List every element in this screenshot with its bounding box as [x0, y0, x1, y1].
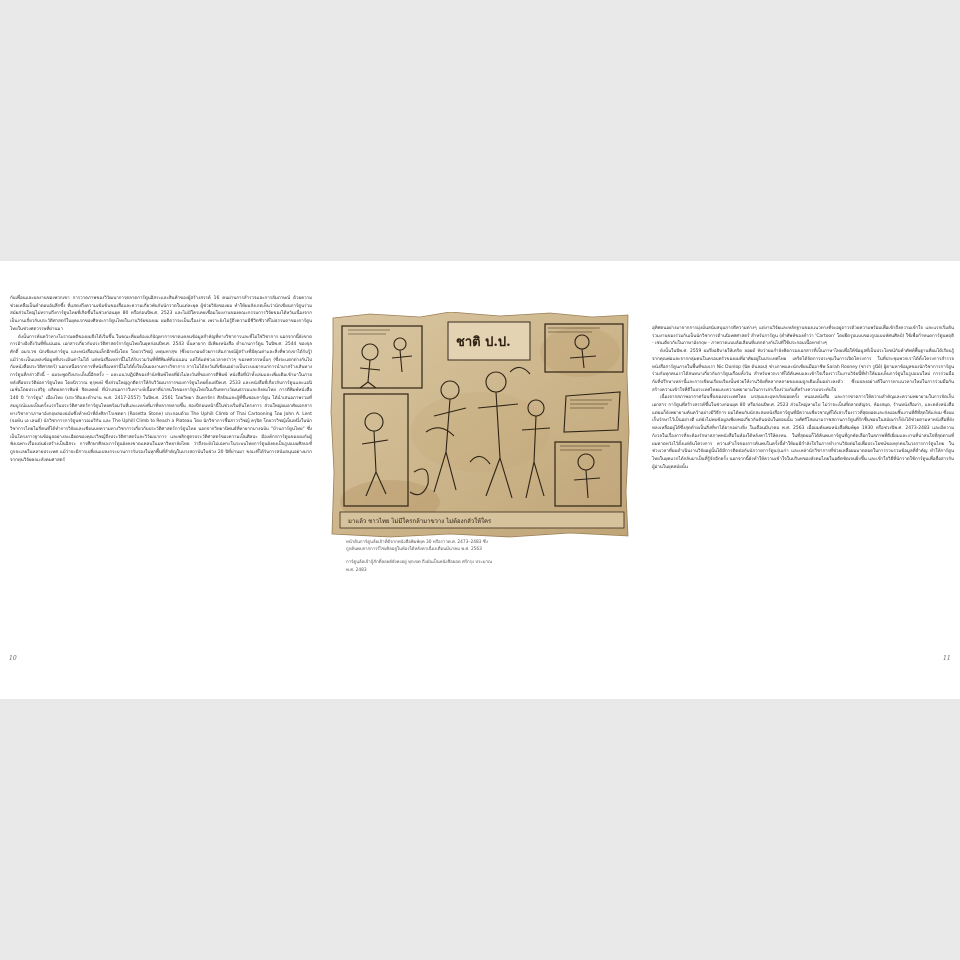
headline-text: ชาติ ป.ป. — [456, 335, 511, 350]
vintage-cartoon-image — [330, 312, 630, 538]
left-page-text — [10, 295, 312, 464]
book-spread — [0, 261, 960, 699]
banner-text: มาแล้ว ชาวไทย ไม่มีใครกล้ามาขวาง ไม่ต้องกลัวให้ใคร — [348, 518, 492, 525]
caption-primary: หน้าต้นการ์ตูนล้อเจ้าที่ตีจากหนังสือพิมพ์ยุค 30 หรือราวพ.ศ. 2473–2483 ซึ่งถูกค้นพบจากการรีไซเคิลอยู่ในห้องใต้หลังคาเนื่องเดือนมีนาคม พ.ศ. 2563 — [346, 540, 488, 553]
left-paragraph: กับเพื่อนและผลงานของพวกเขา การวาดภาพของวิวัฒนาการตลาดการ์ตูนอิสระและสินค้าของผู้สร้างสรรค์ 16 คนผ่านการสำรวจและการสัมภาษณ์ ด้วยความช่วยเหลือเป็นคำตอบอันลึกซึ้ง ที่แสดงถึงความเข้มข้นของสื่อและความเกี่ยวพันกับนักวาดในแต่ละยุค ผู้ช่วยวิจัยของผม ทำให้ผมสังเกตเห็นว่านักเขียนการ์ตูนร่วมสมัยส่วนใหญ่ไม่ทราบถึงการ์ตูนไทยที่เกิดขึ้นในช่วงก่อนยุค 80 หรือก่อนปีพ.ศ. 2523 และไม่มีใครเคยเชื่อมโยงงานของคณะกรรมการวิจัยของไต้หวันเนื่องจากเป็นงานเกี่ยวกับประวัติศาสตร์ในยุคแรกของศิลปะการ์ตูนไทยในงานวิจัยของผม ผมติดว่าจะเป็นเรื่องง่าย เพราะยังไม่รู้ถึงความมีชีวิตชีวาที่ไม่ธรรมดาของการ์ตูนไทยในช่วงศตวรรษที่ผ่านมา — [10, 296, 312, 332]
caption-secondary: การ์ตูนล้อเจ้ากู้ภักดิ์ลอยด์ยังคงอยู่ ทุกเขต ถึงมันเป็นหนังสือยอด ศรีกรุง ประมาณ พ.ศ. 2483 — [346, 560, 492, 573]
figure-caption — [346, 539, 492, 580]
right-paragraph: เนื่องจากสภาพอากาศร้อนชื้นของประเทศไทย มรสุมและอุทกภัยบ่อยครั้ง หนอนหนังสือ และการขาดการให้ความสำคัญและความพยายามในการจัดเก็บเอกสาร การ์ตูนที่สร้างสรรค์ขึ้นในช่วงก่อนยุค 80 หรือก่อนปีพ.ศ. 2523 ส่วนใหญ่หายไป ไม่ว่าจะเป็นที่ตลาดสัญจร, ห้องสมุด, ร้านหนังสือเก่า, และคลังหนังสือ แต่ผมก็ยังพยายามค้นคว้าอย่างมีวิธีการ ผมได้พบกับนักสะสมหนังสือการ์ตูนที่มีความเชี่ยวชาญที่ได้เล่าเรื่องราวที่สุดยอดและส่งมอบชิ้นงานที่ดีที่สุดให้แก่ผม ซึ่งผมเก็บรักษาไว้เป็นอย่างดี แต่ยังไม่พบข้อมูลเพียงพอเกี่ยวกับต้นฉบับในตอนนั้น วงศ์ศรีโสมนามราชสถานการ์ตูนที่รักชื่นชอบในสมัยเก่าก็ยังได้ช่วยตามหาหนังสือที่ยังหลงเหลืออยู่ได้ซึ่งสุดท้ายเป็นสิ่งที่หาได้ยากอย่างยิ่ง ในเดือนมีนาคม พ.ศ. 2563 เมื่อผมค้นพบหนังสือพิมพ์ยุค 1930 หรือช่วงปีพ.ศ. 2473-2483 และมีความกังวลในเรื่องการที่จะต้องรักษาสภาพหนังสือในห้องใต้หลังคาไว้ให้คงทน ในที่สุดผมก็ได้ค้นพบการ์ตูนที่ถูกคัดเลือกในสภาพที่ดีเยี่ยมและงานที่น่าสนใจที่สุดตามที่ผมคาดหวังไว้ตั้งแต่ต้นโครงการ ความสำเร็จของการค้นพบในครั้งนี้ทำให้ผมมีกำลังใจในการทำงานวิจัยต่อไปเพื่อประโยชน์ของทุกคนในวงการการ์ตูนไทย ในช่วงเวลาที่ผมดำเนินงานวิจัยอยู่นั้นได้มีการติดต่อกับนักวาดการ์ตูนรุ่นเก่า และเหล่านักวิชาการที่ช่วยเหลือผมมาตลอดในการรวบรวมข้อมูลที่สำคัญ ทำให้การ์ตูนไทยในยุคแรกได้กลับมาเป็นที่รู้จักอีกครั้ง นอกจากนี้ยังทำให้ความเข้าใจในบริบทของสังคมไทยในอดีตชัดเจนยิ่งขึ้น และเข้าใจวิธีที่นักวาดใช้การ์ตูนเพื่อสื่อสารกับผู้อ่านในยุคสมัยนั้น — [652, 395, 954, 470]
right-paragraph: อุทิศตนอย่างมาจากการมุ่งมั่นสนับสนุนการตีความต่างๆ แต่งานวิจัยและหลักฐานของแนวทางที่จะอยู่ถาวรด้วยความพร้อมเพื่อเข้าถึงความเข้าใจ และแรกเริ่มต้นร่วมงานของร่วมกันเป็นนักวิชาการด้านนิเทศศาสตร์ สำหรับการ์ตูน (คำศัพท์ของคำว่า 'Cartoon' โดยยึดรูปแบบของรูปแบบทัศนศิลป์) ใช้เพื่อกำหนดการ์ตูนพฤติ - เช่นเดียวกับในภาษาอังกฤษ - ภาพวาดแบบล้อเลียนที่แตกต่างกันไปที่ใช้ประกอบเนื้อหาต่างๆ — [652, 326, 954, 347]
page-number-left: 10 — [9, 655, 17, 662]
newspaper-cartoon-illustration — [330, 312, 630, 538]
right-paragraph: ดังนั้นในปีพ.ศ. 2559 ผมจึงอธิบายให้เคริด ลอยด์ ฟังว่าผมกำลังคิดกรองเอกสารที่เป็นภาษาไทยเพื่อให้ข้อมูลที่เป็นประโยชน์กับคำศัพท์พื้นฐานที่ผมได้เรียนรู้จากคุณพ่อและจากกลุ่มคนในครอบครัวของผมที่อาศัยอยู่ในประเทศไทย เคริดได้จัดการประชุมในการเปิดโครงการ ในที่ประชุมพวกเราได้ตั้งโครงการสำรวจหนังสือการ์ตูนภายในพื้นที่ของเรา Nic Dunlop (นิค ดันลอป) ช่างภาพและนักเขียนมืออาชีพ Sarah Rooney (ซาร่า รูนีย์) ผู้ตามหาข้อมูลของนักวิชาการการ์ตูน ร่วมกับทุกคนเราได้สนทนาเกี่ยวกับการ์ตูนเกือบทั้งวัน สำหรับพวกเราที่ได้ค้นพบและเข้าใจเรื่องราวในงานวิจัยนี้ที่ทำให้มองเห็นการ์ตูนในรูปแบบใหม่ การร่วมมือกับที่ปรึกษาเหล่านี้และการเขียนเรียบเรียงนั้นช่วยให้งานวิจัยที่หลากหลายของผมถูกเติมเต็มอย่างลงตัว ซึ่งแปลงอย่างดีในการหาแนวทางใหม่ในการร่วมมือกันสร้างความเข้าใจที่ดีในประเทศไทยและความพยายามในการเล่าเรื่องร่วมกันที่สร้างความประทับใจ — [652, 349, 954, 393]
right-page-text — [652, 325, 954, 471]
left-paragraph: ดังนั้นการค้นคว้าทางโบราณคดีของผมจึงได้เริ่มขึ้น ในขณะที่ผมต้องแก้ปัญหาการขาดแคลนข้อมูลสำคัญที่ทางวิชาการและที่ไม่ใช่วิชาการ นอกจากนี้ยังขาดการอ้างอิงถึงวันที่ที่แน่นอน เอกสารเกี่ยวกับประวัติศาสตร์การ์ตูนไทยในยุคก่อนปีพ.ศ. 2543 นั้นหายาก มีเพียงหนังสือ ตำนานการ์ตูน ในปีพ.ศ. 2544 ของจุลศักดิ์ อมรเวช นักเขียนการ์ตูน และหนังสือเล่มเล็กอีกหนึ่งโดย โดยวรวิชญ์ เหตุมหาสุข (ซึ่งประกอบด้วยการสัมภาษณ์ผู้สร้างที่มีคุณค่าและสิ่งที่พวกเขาได้รับรู้) แม้ว่าจะเป็นแหล่งข้อมูลที่ประเมินค่าไม่ได้ แต่หนังสือเหล่านี้ไม่ได้รับรวมวันที่ที่ตีพิมพ์ที่แน่นอน แต่ให้แต่ช่วงเวลาคร่าวๆ ของทศวรรษนั้นๆ (ซึ่งจะแตกต่างกันไปกับหนังสือประวัติศาสตร์) นอกเหนือจากการที่หนังสือเหล่านี้ไม่ได้ตั้งใจเป็นผลงานทางวิชาการ การไม่ได้ลงวันที่เขียนอย่างเป็นระบบยากแก่การนำมาสร้างเส้นทางการ์ตูนที่กล่าวถึงนี้ – ผมจะพูดถึงประเด็นนี้อีกครั้ง – และแนวปฏิบัติของสำนักพิมพ์ไทยที่ยังไม่ลงวันที่ของการตีพิมพ์ หนังสือที่นำทั้งเล่มและเพิ่มเติมเข้ามาในภายหลังคือประวัติย่อการ์ตูนไทย โดยนิรวาณ คุรุพงษ์ ซึ่งส่วนใหญ่ถูกตีตราให้กับวิวัฒนาการของการ์ตูนไทยตั้งแต่ปีพ.ศ. 2533 และหนังสือที่เกี่ยวกับการ์ตูนและแอนิเมชั่นโดยประเสริฐ ผลิตผลการพิมพ์ จิตแพทย์ ที่นำเสนอการวิเคราะห์เนื้อหาที่น่าสนใจของการ์ตูนไทยในบริบททางวัฒนธรรมและสังคมไทย การดีพิมพ์หนังสือ 140 ปี "การ์ตูน" เมืองไทย (ประวัติและตำนาน พ.ศ. 2417-2557) ในปีพ.ศ. 2561 โดยวิทยา อินทรจักร ศิลปินและผู้ที่ชื่นชอบการ์ตูน ได้นำเสนอภาพรวมที่สมบูรณ์แบบเป็นครั้งแรกในประวัติศาสตร์การ์ตูนไทยพร้อมวันที่และแหล่งที่มาที่หลากหลายขึ้น สองปีก่อนหน้านี้ในช่วงเริ่มต้นโครงการ ส่วนใหญ่ผมอาศัยเอกสารทางวิชาการภาษาอังกฤษสองฉบับซึ่งทำหน้าที่ดั่งศิลาโรเซตตา (Rosetta Stone) ประกอบด้วย The Uphill Climb of Thai Cartooning โดย John A. Lent (จอห์น เอ เลนต์) นักวิชาการการ์ตูนชาวอเมริกัน และ The Uphill Climb to Reach a Plateau โดย นักวิชาการชื่อสาวรวิชญ์ ครุปิต โดยวรวิชญ์เป็นหนึ่งในนักวิชาการไทยไม่กี่คนที่ได้ทำการวิจัยและเขียนบทความทางวิชาการเกี่ยวกับประวัติศาสตร์การ์ตูนไทย นอกจากวิทยานิพนธ์ที่หายากบางฉบับ "บ้านการ์ตูนไทย" ซึ่งเป็นโครงการฐานข้อมูลอย่างละเอียดของคุณรวิชญ์ถึงประวัติศาสตร์และวิวัฒนาการ และพลิกสูตรประวัติศาสตร์ของความเป็นศิลปะ มีองค์กรการ์ตูนของผมกับผู้ฟังเฉพาะเรื่องเด่นยังสร้างเป็นอิสระ การศึกษาศิลปะการ์ตูนยังคงขาดแคลนในมหาวิทยาลัยไทย ว่าถึงจะยังไม่เฉพาะในระบบไทยการ์ตูนยังคงเป็นรูปแบบศิลปะที่ถูกละเลยในหลายประเทศ แม้ว่าจะมีการเปลี่ยนแปลงกระบวนการรับรองในทุกพื้นที่สำคัญในบางสถาบันในช่วง 20 ปีที่ผ่านมา ขณะที่ได้รับการสนับสนุนอย่างมากจากทุนวิจัยคณะสังคมศาสตร์ — [10, 334, 312, 463]
page-number-right: 11 — [943, 655, 951, 662]
